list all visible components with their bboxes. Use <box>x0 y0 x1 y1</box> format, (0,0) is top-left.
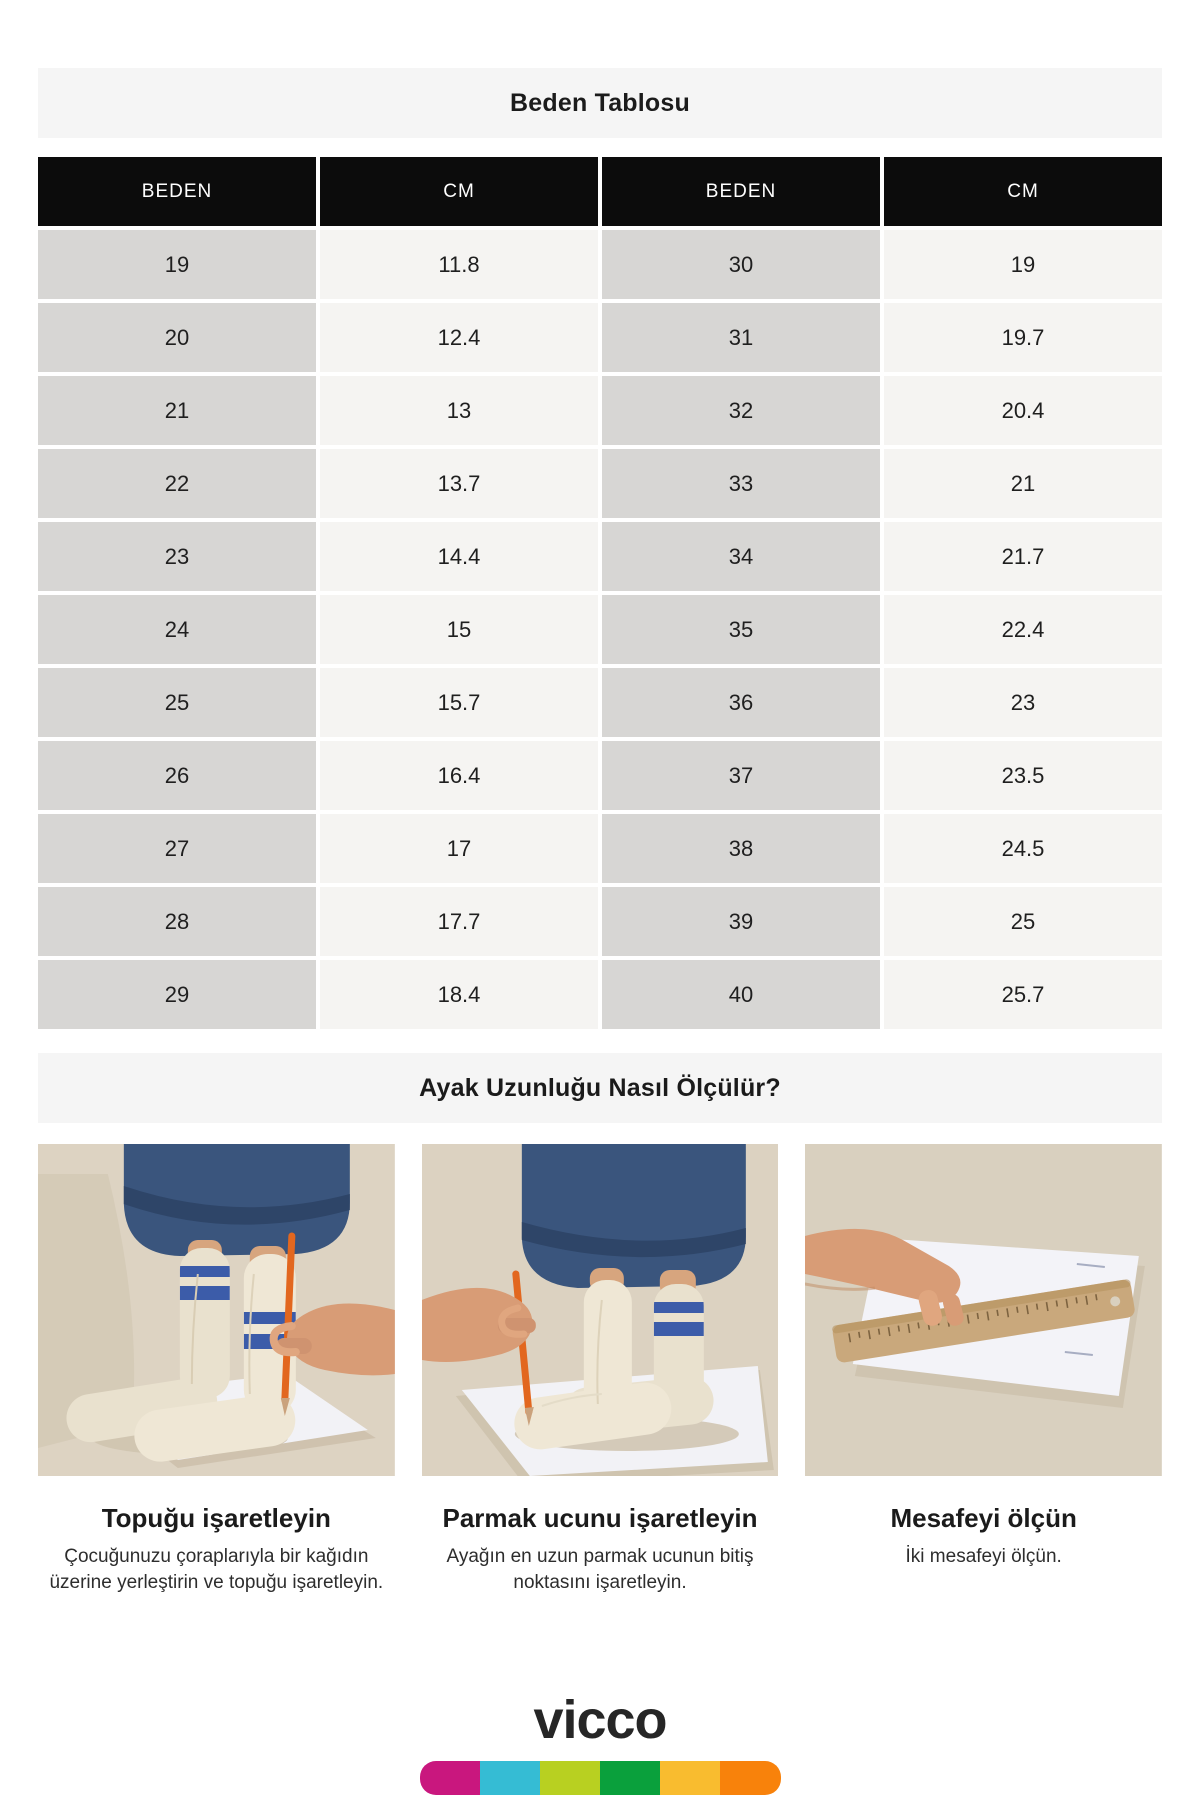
step-measure-distance <box>805 1144 1162 1596</box>
size-cell: 30 <box>602 230 880 299</box>
step-mark-toe <box>422 1144 779 1596</box>
cm-cell: 21 <box>884 449 1162 518</box>
measure-steps <box>38 1144 1162 1596</box>
cm-cell: 20.4 <box>884 376 1162 445</box>
cm-cell: 19 <box>884 230 1162 299</box>
size-cell: 24 <box>38 595 316 664</box>
size-cell: 32 <box>602 376 880 445</box>
heel-marking-photo <box>38 1144 395 1476</box>
size-cell: 40 <box>602 960 880 1029</box>
brand-bar-segment <box>540 1761 600 1795</box>
cm-cell: 24.5 <box>884 814 1162 883</box>
size-cell: 34 <box>602 522 880 591</box>
cm-cell: 17 <box>320 814 598 883</box>
size-cell: 31 <box>602 303 880 372</box>
brand-bar-segment <box>420 1761 480 1795</box>
size-cell: 33 <box>602 449 880 518</box>
brand-bar-segment <box>600 1761 660 1795</box>
measure-guide-title: Ayak Uzunluğu Nasıl Ölçülür? <box>419 1073 781 1102</box>
size-cell: 29 <box>38 960 316 1029</box>
size-cell: 27 <box>38 814 316 883</box>
cm-cell: 19.7 <box>884 303 1162 372</box>
step-title: Topuğu işaretleyin <box>101 1503 331 1533</box>
brand-bar-segment <box>720 1761 780 1795</box>
step-description: Çocuğunuzu çoraplarıyla bir kağıdın üzerine yerleştirin ve topuğu işaretleyin. <box>49 1546 384 1593</box>
column-header: CM <box>320 157 598 226</box>
cm-cell: 17.7 <box>320 887 598 956</box>
step-description: İki mesafeyi ölçün. <box>905 1546 1062 1567</box>
size-cell: 35 <box>602 595 880 664</box>
cm-cell: 15.7 <box>320 668 598 737</box>
cm-cell: 25.7 <box>884 960 1162 1029</box>
cm-cell: 11.8 <box>320 230 598 299</box>
cm-cell: 16.4 <box>320 741 598 810</box>
size-chart-title: Beden Tablosu <box>510 88 690 117</box>
step-title: Mesafeyi ölçün <box>890 1503 1077 1533</box>
cm-cell: 14.4 <box>320 522 598 591</box>
size-cell: 20 <box>38 303 316 372</box>
size-table <box>38 157 1162 1029</box>
ruler-measuring-photo <box>805 1144 1162 1476</box>
size-cell: 37 <box>602 741 880 810</box>
size-cell: 23 <box>38 522 316 591</box>
cm-cell: 15 <box>320 595 598 664</box>
cm-cell: 13 <box>320 376 598 445</box>
cm-cell: 18.4 <box>320 960 598 1029</box>
size-cell: 22 <box>38 449 316 518</box>
column-header: CM <box>884 157 1162 226</box>
vicco-logo: vicco <box>533 1690 667 1750</box>
size-cell: 39 <box>602 887 880 956</box>
cm-cell: 23 <box>884 668 1162 737</box>
step-description: Ayağın en uzun parmak ucunun bitiş noktasını işaretleyin. <box>446 1546 754 1593</box>
size-cell: 36 <box>602 668 880 737</box>
toe-marking-photo <box>422 1144 779 1476</box>
brand-footer <box>0 1690 1200 1795</box>
measure-guide-header-band <box>38 1053 1162 1123</box>
cm-cell: 21.7 <box>884 522 1162 591</box>
size-cell: 25 <box>38 668 316 737</box>
cm-cell: 12.4 <box>320 303 598 372</box>
size-cell: 28 <box>38 887 316 956</box>
brand-bar-segment <box>660 1761 720 1795</box>
column-header: BEDEN <box>602 157 880 226</box>
cm-cell: 22.4 <box>884 595 1162 664</box>
size-cell: 19 <box>38 230 316 299</box>
brand-bar-segment <box>480 1761 540 1795</box>
step-mark-heel <box>38 1144 395 1596</box>
step-title: Parmak ucunu işaretleyin <box>442 1503 758 1533</box>
cm-cell: 13.7 <box>320 449 598 518</box>
size-cell: 38 <box>602 814 880 883</box>
size-chart-header-band <box>38 68 1162 138</box>
column-header: BEDEN <box>38 157 316 226</box>
brand-color-bar <box>420 1761 781 1795</box>
size-cell: 21 <box>38 376 316 445</box>
size-cell: 26 <box>38 741 316 810</box>
cm-cell: 23.5 <box>884 741 1162 810</box>
cm-cell: 25 <box>884 887 1162 956</box>
